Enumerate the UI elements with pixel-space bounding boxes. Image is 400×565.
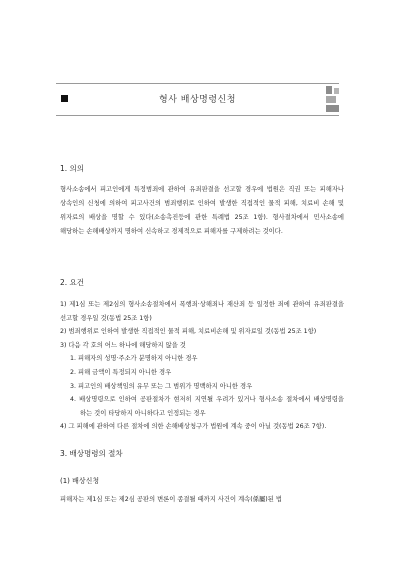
subsection-application (60, 476, 344, 486)
list-item: 4) 그 피해에 관하여 다른 절차에 의한 손해배상청구가 법원에 계속 중이 아닐 것(동법 26조 7항). (60, 423, 327, 431)
list-item: 3) 다음 각 호의 어느 하나에 해당하지 않을 것 (60, 341, 186, 349)
sub-list-item: 1. 피해자의 성명·주소가 분명하지 아니한 경우 (70, 355, 198, 363)
page-title: 형사 배상명령신청 (159, 95, 236, 105)
sub-list-item: 2. 피해 금액이 특정되지 아니한 경우 (70, 368, 172, 376)
list-item: 1) 제1심 또는 제2심의 형사소송절차에서 폭행죄·상해죄나 재산죄 등 일정한 죄에 관하여 유죄판결을 선고할 경우일 것(동법 25조 1항) (60, 301, 344, 322)
paragraph: 형사소송에서 피고인에게 특정범죄에 관하여 유죄판결을 선고할 경우에 법원은 직권 또는 피해자나 상속인의 신청에 의하여 피고사건의 범죄행위로 인하여 발생한 직접적인 물적 피해, 치료비 손해 및 위자료의 배상을 명할 수 있다(소송촉진등에 관한 특례법 25조 1항). 형사절차에서 민사소송에 해당하는 손해배상까지 명하여 신속하고 경제적으로 피해자를 구제하려는 것이다. (60, 186, 344, 235)
section-heading: 3. 배상명령의 절차 (60, 449, 123, 458)
section-definition-body (60, 183, 344, 239)
section-heading: 2. 요건 (60, 278, 85, 287)
decorative-blocks-icon (326, 86, 340, 112)
section-definition (60, 164, 344, 174)
title-bar (56, 83, 339, 116)
subsection-application-body (60, 493, 344, 507)
sub-list-item: 4. 배상명령으로 인하여 공판절차가 현저히 지연될 우려가 있거나 형사소송 절차에서 배상명령을 하는 것이 타당하지 아니하다고 인정되는 경우 (70, 396, 344, 417)
section-heading: 1. 의의 (60, 164, 85, 173)
requirements-list (60, 298, 344, 434)
subsection-heading: (1) 배상신청 (60, 477, 100, 485)
section-procedure (60, 449, 344, 459)
section-requirements (60, 278, 344, 288)
list-item: 2) 범죄행위로 인하여 발생한 직접적인 물적 피해, 치료비손해 및 위자료일 것(동법 25조 1항) (60, 328, 317, 336)
sub-list-item: 3. 피고인의 배상책임의 유무 또는 그 범위가 명백하지 아니한 경우 (70, 382, 253, 390)
paragraph: 피해자는 제1심 또는 제2심 공판의 변론이 종결될 때까지 사건이 계속(係屬)된 법 (60, 496, 282, 503)
